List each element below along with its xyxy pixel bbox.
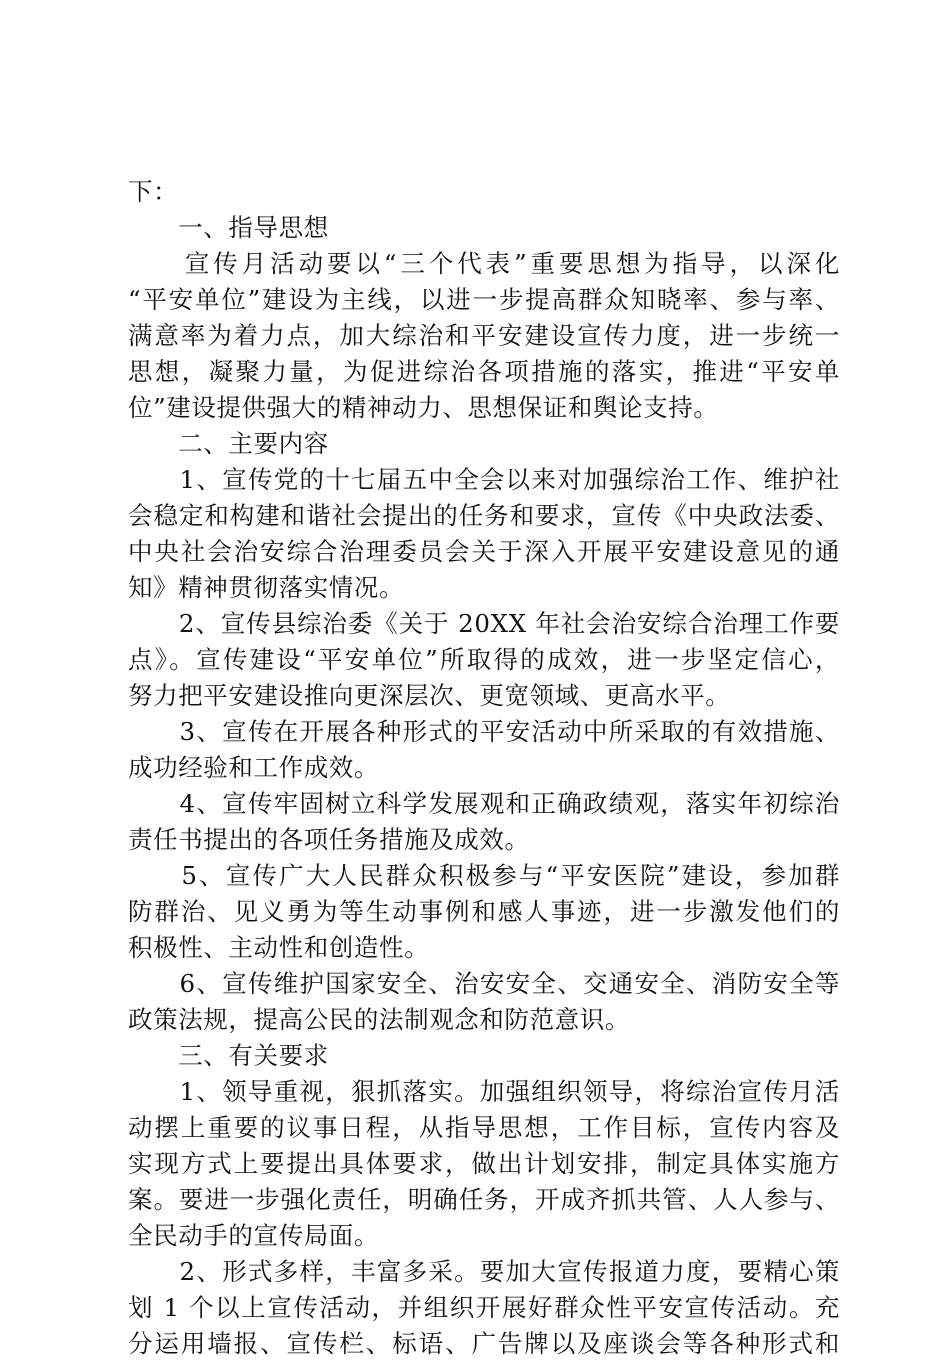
text-line: 划 1 个以上宣传活动，并组织开展好群众性平安宣传活动。充 xyxy=(128,1293,840,1322)
text-line: 实现方式上要提出具体要求，做出计划安排，制定具体实施方 xyxy=(128,1149,840,1178)
text-line: 案。要进一步强化责任，明确任务，开成齐抓共管、人人参与、 xyxy=(128,1185,840,1214)
text-line: 6、宣传维护国家安全、治安安全、交通安全、消防安全等 xyxy=(128,969,840,998)
text-line: 动摆上重要的议事日程，从指导思想，工作目标，宣传内容及 xyxy=(128,1113,840,1142)
text-line: “平安单位”建设为主线，以进一步提高群众知晓率、参与率、 xyxy=(128,285,840,314)
text-line: 防群治、见义勇为等生动事例和感人事迹，进一步激发他们的 xyxy=(128,897,840,926)
text-line: 3、宣传在开展各种形式的平安活动中所采取的有效措施、 xyxy=(128,717,840,746)
text-line: 努力把平安建设推向更深层次、更宽领域、更高水平。 xyxy=(128,681,731,710)
text-line: 会稳定和构建和谐社会提出的任务和要求，宣传《中央政法委、 xyxy=(128,501,840,530)
text-line: 积极性、主动性和创造性。 xyxy=(128,933,430,962)
text-line: 宣传月活动要以“三个代表”重要思想为指导，以深化 xyxy=(128,249,840,278)
section-heading: 二、主要内容 xyxy=(128,429,329,458)
text-line: 政策法规，提高公民的法制观念和防范意识。 xyxy=(128,1005,630,1034)
section-heading: 三、有关要求 xyxy=(128,1041,329,1070)
text-line: 分运用墙报、宣传栏、标语、广告牌以及座谈会等各种形式和 xyxy=(128,1329,840,1358)
text-line: 位”建设提供强大的精神动力、思想保证和舆论支持。 xyxy=(128,393,719,422)
text-line: 4、宣传牢固树立科学发展观和正确政绩观，落实年初综治 xyxy=(128,789,840,818)
text-line: 下： xyxy=(128,177,179,206)
text-line: 点》。宣传建设“平安单位”所取得的成效，进一步坚定信心， xyxy=(128,645,840,674)
text-line: 2、宣传县综治委《关于 20XX 年社会治安综合治理工作要 xyxy=(128,609,840,638)
text-line: 思想，凝聚力量，为促进综治各项措施的落实，推进“平安单 xyxy=(128,357,840,386)
text-line: 知》精神贯彻落实情况。 xyxy=(128,573,405,602)
text-line: 1、领导重视，狠抓落实。加强组织领导，将综治宣传月活 xyxy=(128,1077,840,1106)
text-line: 中央社会治安综合治理委员会关于深入开展平安建设意见的通 xyxy=(128,537,840,566)
text-line: 5、宣传广大人民群众积极参与“平安医院”建设，参加群 xyxy=(128,861,840,890)
text-line: 责任书提出的各项任务措施及成效。 xyxy=(128,825,530,854)
text-line: 满意率为着力点，加大综治和平安建设宣传力度，进一步统一 xyxy=(128,321,840,350)
text-line: 全民动手的宣传局面。 xyxy=(128,1221,379,1250)
text-line: 2、形式多样，丰富多采。要加大宣传报道力度，要精心策 xyxy=(128,1257,840,1286)
text-line: 成功经验和工作成效。 xyxy=(128,753,379,782)
text-line: 1、宣传党的十七届五中全会以来对加强综治工作、维护社 xyxy=(128,465,840,494)
section-heading: 一、指导思想 xyxy=(128,213,329,242)
